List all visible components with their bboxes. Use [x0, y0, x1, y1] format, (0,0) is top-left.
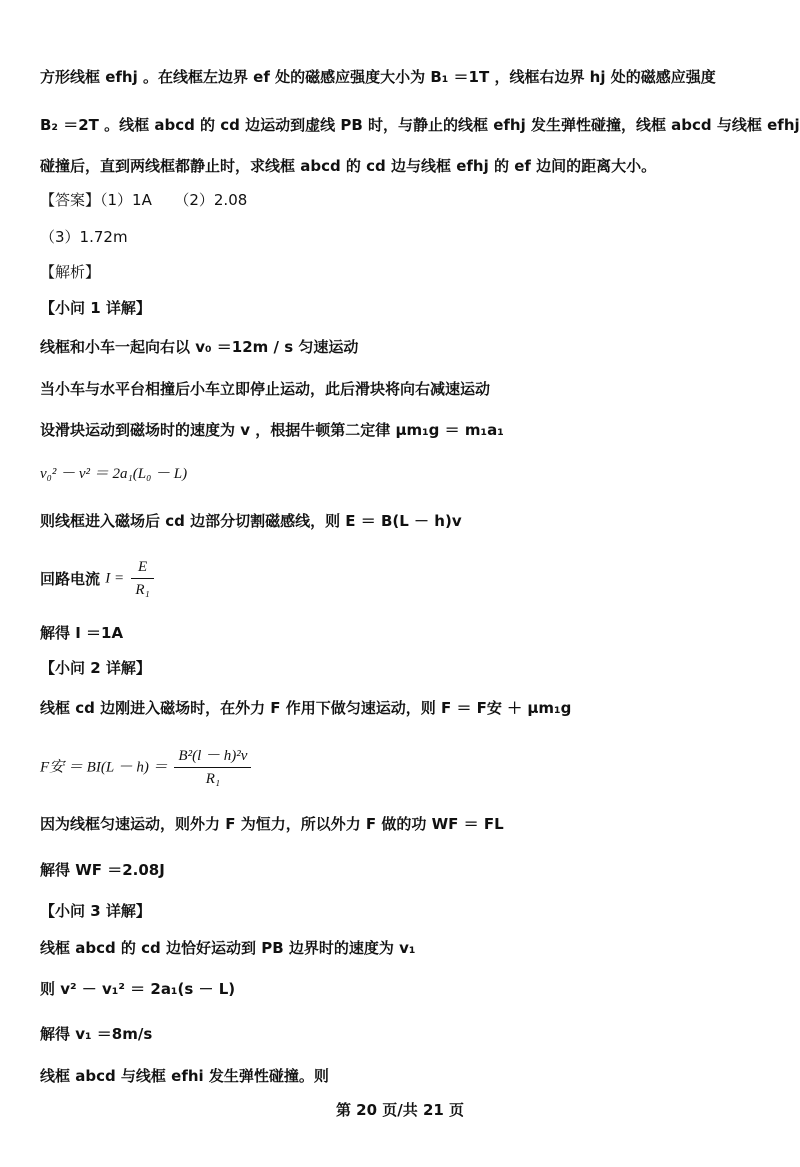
- solution-line: 解得 WF ＝2.08J: [40, 861, 165, 879]
- ampere-force-formula-line: [40, 745, 760, 790]
- answer-line: 【答案】（1）1A （2）2.08: [40, 191, 248, 209]
- equation-line: v₀² － v² ＝ 2a₁(L₀ － L): [40, 466, 188, 482]
- solution-line: 线框 abcd 与线框 efhi 发生弹性碰撞。则: [40, 1067, 329, 1085]
- solution-line: 当小车与水平台相撞后小车立即停止运动，此后滑块将向右减速运动: [40, 380, 491, 398]
- fraction-denominator: R₁: [205, 771, 221, 787]
- fraction-numerator: B²(l － h)²v: [174, 745, 251, 768]
- solution-line: 解得 v₁ ＝8m/s: [40, 1025, 153, 1043]
- solution-line: 设滑块运动到磁场时的速度为 v ，根据牛顿第二定律 μm₁g ＝ m₁a₁: [40, 421, 504, 439]
- page-number-footer: 第 20 页/共 21 页: [335, 1101, 465, 1119]
- formula-label: 回路电流: [40, 569, 101, 588]
- analysis-label: 【解析】: [40, 263, 101, 281]
- fraction-denominator: R₁: [135, 582, 150, 598]
- solution-line: 因为线框匀速运动，则外力 F 为恒力，所以外力 F 做的功 WF ＝ FL: [40, 815, 504, 833]
- fraction: [131, 556, 153, 601]
- current-formula-line: [40, 556, 760, 601]
- section-heading-q2: 【小问 2 详解】: [40, 659, 151, 677]
- solution-line: 线框 abcd 的 cd 边恰好运动到 PB 边界时的速度为 v₁: [40, 939, 416, 957]
- section-heading-q1: 【小问 1 详解】: [40, 299, 151, 317]
- answer-line-3: （3）1.72m: [40, 228, 128, 246]
- solution-line: 线框和小车一起向右以 v₀ ＝12m / s 匀速运动: [40, 338, 359, 356]
- formula-lhs: I =: [105, 570, 125, 587]
- solution-line: 解得 I ＝1A: [40, 624, 124, 642]
- text-line-3: 碰撞后，直到两线框都静止时，求线框 abcd 的 cd 边与线框 efhj 的 ef 边间的距离大小。: [40, 157, 657, 175]
- formula-lhs: F安 ＝ BI(L － h) ＝: [40, 759, 168, 776]
- section-heading-q3: 【小问 3 详解】: [40, 902, 151, 920]
- solution-line: 线框 cd 边刚进入磁场时，在外力 F 作用下做匀速运动，则 F ＝ F安 ＋ μm₁g: [40, 699, 572, 717]
- solution-line: 则线框进入磁场后 cd 边部分切割磁感线，则 E ＝ B(L － h)v: [40, 512, 462, 530]
- fraction: [174, 745, 251, 790]
- text-line-1: 方形线框 efhj 。在线框左边界 ef 处的磁感应强度大小为 B₁ ＝1T ，线框右边界 hj 处的磁感应强度: [40, 68, 716, 86]
- solution-line: 则 v² － v₁² ＝ 2a₁(s － L): [40, 980, 236, 998]
- fraction-numerator: E: [131, 556, 153, 579]
- text-line-2: B₂ ＝2T 。线框 abcd 的 cd 边运动到虚线 PB 时，与静止的线框 efhj 发生弹性碰撞，线框 abcd 与线框 efhj: [40, 116, 800, 134]
